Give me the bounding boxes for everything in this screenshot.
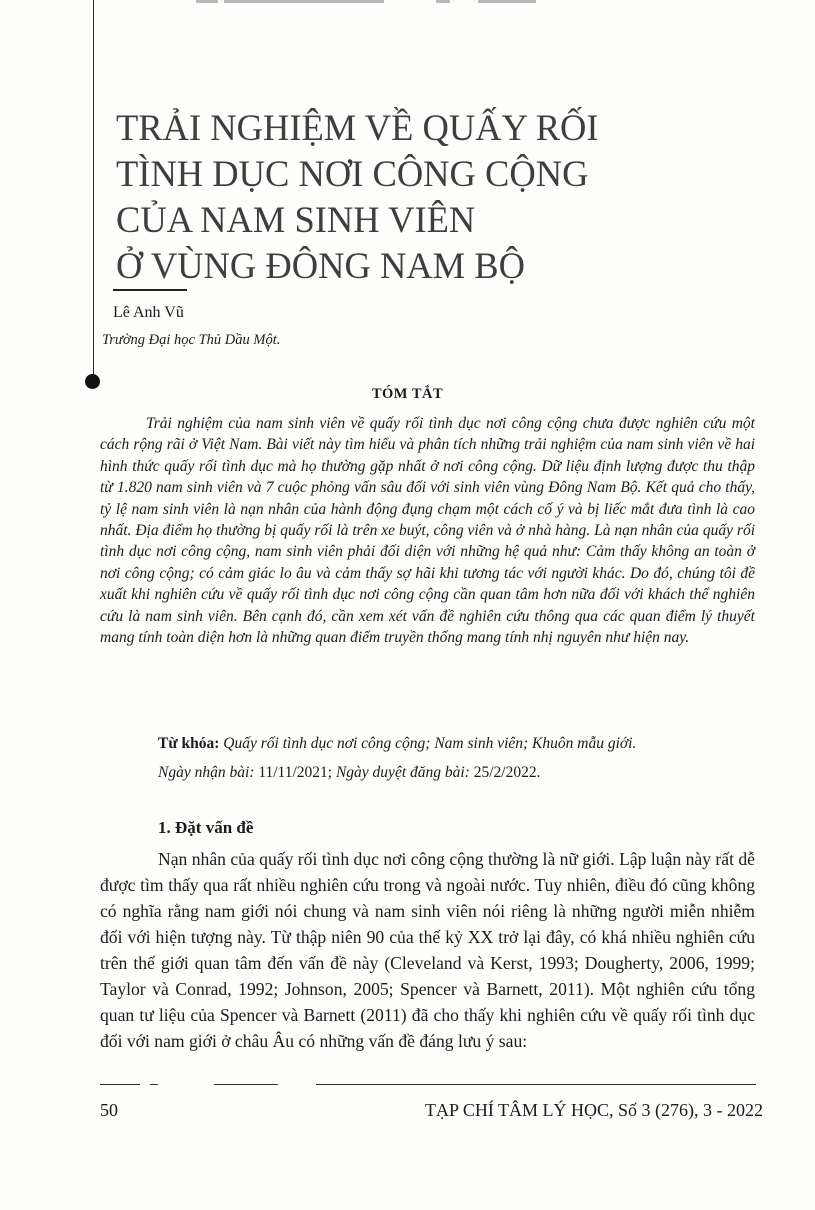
received-date: 11/11/2021 bbox=[258, 764, 328, 781]
title-line: CỦA NAM SINH VIÊN bbox=[116, 199, 476, 240]
keywords-label: Từ khóa: bbox=[158, 735, 220, 752]
title-line: TRẢI NGHIỆM VỀ QUẤY RỐI bbox=[116, 107, 599, 148]
article-title bbox=[116, 105, 756, 289]
keywords-value: Quấy rối tình dục nơi công cộng; Nam sinh viên; Khuôn mẫu giới. bbox=[223, 735, 637, 752]
abstract-text: Trải nghiệm của nam sinh viên về quấy rối tình dục nơi công cộng chưa được nghiên cứu một cách rộng rãi ở Việt Nam. Bài viết này tìm hiểu và phân tích những trải nghiệm của nam sinh viên về hai hình thức quấy rối tình dục mà họ thường gặp nhất ở nơi công cộng. Dữ liệu định lượng được thu thập từ 1.820 nam sinh viên và 7 cuộc phỏng vấn sâu đối với sinh viên vùng Đông Nam Bộ. Kết quả cho thấy, tỷ lệ nam sinh viên là nạn nhân của hành động đụng chạm một cách cố ý và bị liếc mắt đưa tình là cao nhất. Địa điểm họ thường bị quấy rối là trên xe buýt, công viên và ở nhà hàng. Là nạn nhân của quấy rối tình dục nơi công cộng, nam sinh viên phải đối diện với những hệ quả như: Cảm thấy không an toàn ở nơi công cộng; có cảm giác lo âu và cảm thấy sợ hãi khi tương tác với người khác. Do đó, chúng tôi đề xuất khi nghiên cứu về quấy rối tình dục nơi công cộng cần quan tâm hơn nữa đối với khách thể nghiên cứu là nam sinh viên. Bên cạnh đó, cần xem xét vấn đề nghiên cứu thông qua các quan điểm lý thuyết mang tính toàn diện hơn là những quan điểm truyền thống mang tính nhị nguyên như hiện nay. bbox=[100, 415, 755, 647]
article-dates: Ngày nhận bài: 11/11/2021; Ngày duyệt đăng bài: 25/2/2022. bbox=[158, 764, 541, 781]
abstract-heading: TÓM TẮT bbox=[371, 386, 444, 402]
title-line: Ở VÙNG ĐÔNG NAM BỘ bbox=[116, 245, 525, 286]
title-line: TÌNH DỤC NƠI CÔNG CỘNG bbox=[116, 153, 589, 194]
accepted-label: Ngày duyệt đăng bài: bbox=[335, 764, 470, 781]
title-divider bbox=[113, 289, 187, 291]
binding-line bbox=[93, 0, 94, 388]
author-name: Lê Anh Vũ bbox=[113, 304, 184, 321]
section-heading: 1. Đặt vấn đề bbox=[158, 818, 254, 837]
footer-rule bbox=[316, 1084, 756, 1085]
received-label: Ngày nhận bài: bbox=[158, 764, 255, 781]
author-affiliation: Trường Đại học Thủ Dầu Một. bbox=[102, 332, 281, 348]
footer-rule bbox=[100, 1084, 140, 1085]
footer-rule bbox=[214, 1084, 278, 1085]
scan-artifact bbox=[196, 0, 536, 3]
journal-citation: TẠP CHÍ TÂM LÝ HỌC, Số 3 (276), 3 - 2022 bbox=[424, 1100, 763, 1120]
keywords bbox=[158, 735, 636, 753]
footer-rule bbox=[150, 1084, 158, 1085]
body-paragraph: Nạn nhân của quấy rối tình dục nơi công cộng thường là nữ giới. Lập luận này rất dễ được tìm thấy qua rất nhiều nghiên cứu trong và ngoài nước. Tuy nhiên, điều đó cũng không có nghĩa rằng nam giới nói chung và nam sinh viên nói riêng là những người miễn nhiễm đối với hiện tượng này. Từ thập niên 90 của thế kỷ XX trở lại đây, có khá nhiều nghiên cứu trên thế giới quan tâm đến vấn đề này (Cleveland và Kerst, 1993; Dougherty, 2006, 1999; Taylor và Conrad, 1992; Johnson, 2005; Spencer và Barnett, 2011). Một nghiên cứu tổng quan tư liệu của Spencer và Barnett (2011) đã cho thấy khi nghiên cứu về quấy rối tình dục đối với nam giới ở châu Âu có những vấn đề đáng lưu ý sau: bbox=[100, 849, 755, 1051]
accepted-date: 25/2/2022. bbox=[473, 764, 541, 781]
page-number: 50 bbox=[100, 1100, 118, 1120]
